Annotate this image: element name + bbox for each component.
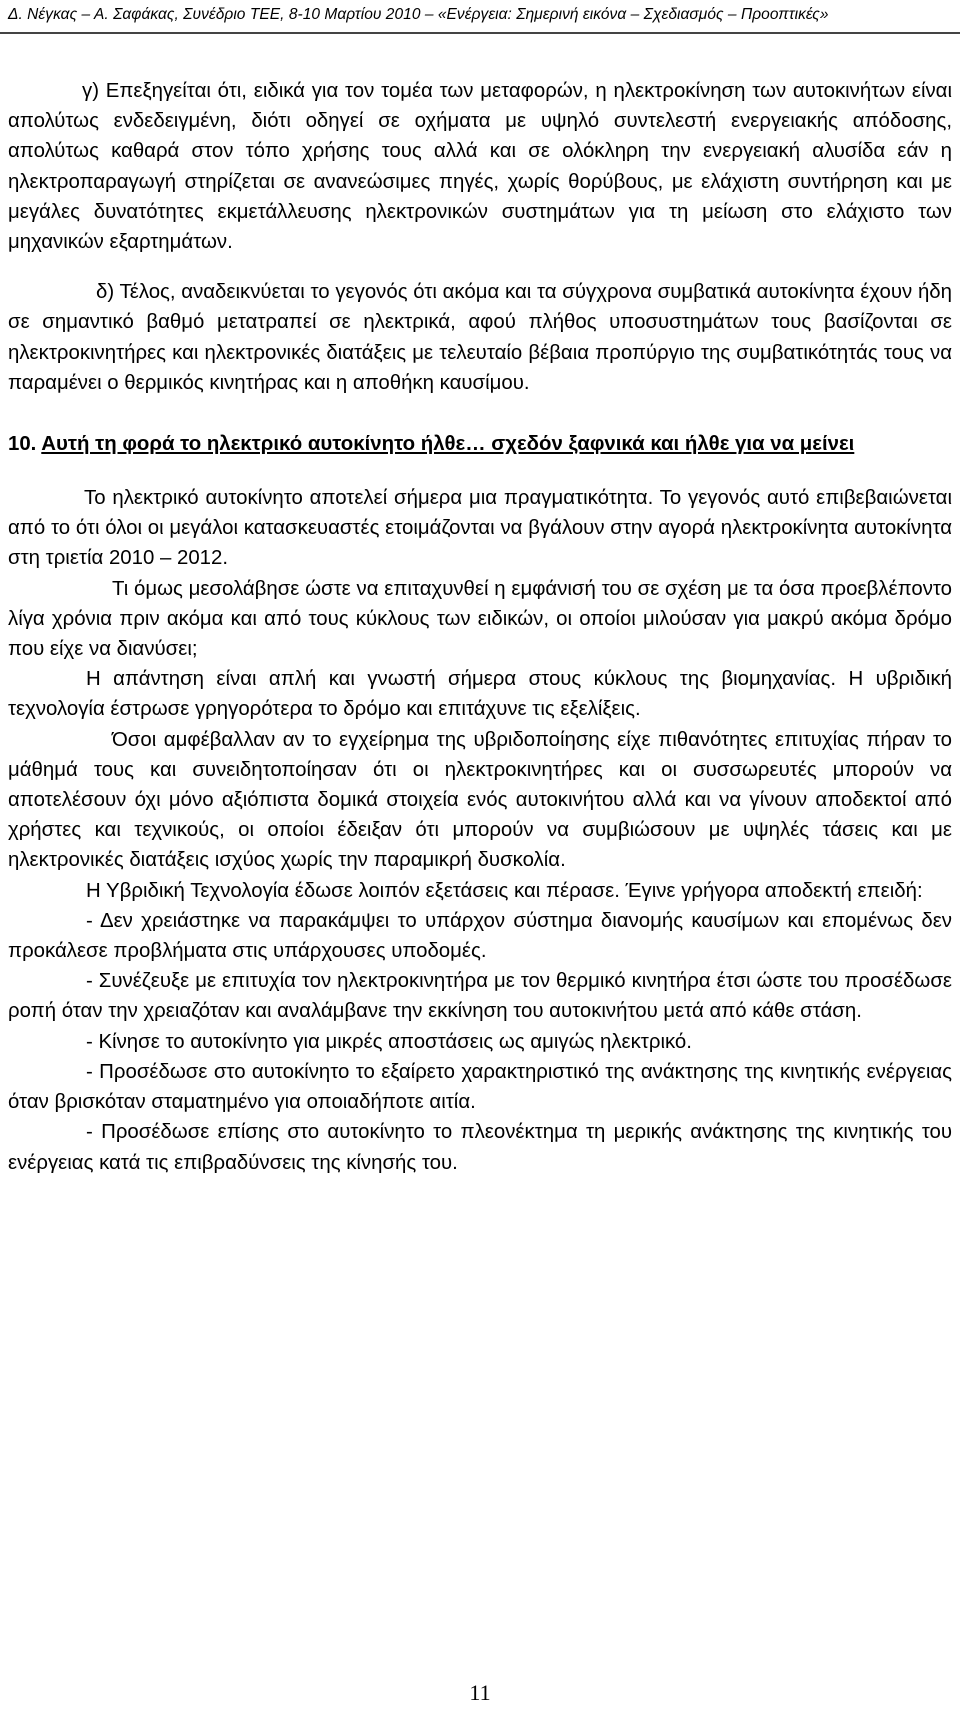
paragraph-2: Τι όμως μεσολάβησε ώστε να επιταχυνθεί η εμφάνισή του σε σχέση με τα όσα προεβλέποντο λίγα χρόνια πριν ακόμα και από τους κύκλους των ειδικών, οι οποίοι μιλούσαν για μακρύ ακόμα δρόμο που είχε να διανύσει;	[8, 577, 952, 661]
running-header	[0, 0, 960, 34]
bullet-item-3: - Κίνησε το αυτοκίνητο για μικρές αποστάσεις ως αμιγώς ηλεκτρικό.	[86, 1030, 692, 1053]
paragraph-d: δ) Τέλος, αναδεικνύεται το γεγονός ότι ακόμα και τα σύγχρονα συμβατικά αυτοκίνητα έχουν ήδη σε σημαντικό βαθμό μετατραπεί σε ηλεκτρικά, αφού πλήθος υποσυστημάτων τους βασίζονται σε ηλεκτροκινητήρες και ηλεκτρονικές διατάξεις με τελευταίο βέβαια προπύργιο της συμβατικότητάς τους να παραμένει ο θερμικός κινητήρας και η αποθήκη καυσίμου.	[8, 281, 952, 394]
paragraph-1: Το ηλεκτρικό αυτοκίνητο αποτελεί σήμερα μια πραγματικότητα. Το γεγονός αυτό επιβεβαιώνεται από το ότι όλοι οι μεγάλοι κατασκευαστές ετοιμάζονται να βγάλουν στην αγορά ηλεκτροκίνητα αυτοκίνητα στη τριετία 2010 – 2012.	[8, 487, 952, 570]
paragraph-4: Όσοι αμφέβαλλαν αν το εγχείρημα της υβριδοποίησης είχε πιθανότητες επιτυχίας πήραν το μάθημά τους και συνειδητοποίησαν ότι οι ηλεκτροκινητήρες και οι συσσωρευτές μπορούν να αποτελέσουν όχι μόνο αξιόπιστα δομικά στοιχεία ενός αυτοκινήτου αλλά και να γίνουν αποδεκτοί από χρήστες και τεχνικούς, οι οποίοι έδειξαν ότι μπορούν να συμβιώσουν με υψηλές τάσεις και με ηλεκτρονικές διατάξεις ισχύος χωρίς την παραμικρή δυσκολία.	[8, 728, 952, 872]
section-title: Αυτή τη φορά το ηλεκτρικό αυτοκίνητο ήλθε… σχεδόν ξαφνικά και ήλθε για να μείνει	[41, 433, 855, 456]
paragraph-5: Η Υβριδική Τεχνολογία έδωσε λοιπόν εξετάσεις και πέρασε. Έγινε γρήγορα αποδεκτή επειδή:	[86, 879, 923, 902]
section-number: 10.	[8, 433, 37, 456]
bullet-item-5: - Προσέδωσε επίσης στο αυτοκίνητο το πλεονέκτημα τη μερικής ανάκτησης της κινητικής του ενέργειας κατά τις επιβραδύνσεις της κίνησής του.	[8, 1121, 952, 1174]
bullet-item-4: - Προσέδωσε στο αυτοκίνητο το εξαίρετο χαρακτηριστικό της ανάκτησης της κινητικής ενέργειας όταν βρισκόταν σταματημένο για οποιαδήποτε αιτία.	[8, 1060, 952, 1114]
section-heading	[8, 428, 952, 461]
page-number: 11	[469, 1680, 491, 1705]
bullet-item-2: - Συνέζευξε με επιτυχία τον ηλεκτροκινητήρα με τον θερμικό κινητήρα έτσι ώστε του προσέδωσε ροπή όταν την χρειαζόταν και αναλάμβανε την εκκίνηση του αυτοκινήτου μετά από κάθε στάση.	[8, 970, 952, 1023]
paragraph-3: Η απάντηση είναι απλή και γνωστή σήμερα στους κύκλους της βιομηχανίας. Η υβριδική τεχνολογία έστρωσε γρηγορότερα το δρόμο και επιτάχυνε τις εξελίξεις.	[8, 668, 952, 721]
bullet-item-1: - Δεν χρειάστηκε να παρακάμψει το υπάρχον σύστημα διανομής καυσίμων και επομένως δεν προκάλεσε προβλήματα στις υπάρχουσες υποδομές.	[8, 909, 952, 963]
running-header-text: Δ. Νέγκας – Α. Σαφάκας, Συνέδριο ΤΕΕ, 8-10 Μαρτίου 2010 – «Ενέργεια: Σημερινή εικόνα – Σχεδιασμός – Προοπτικές»	[8, 6, 829, 23]
paragraph-g: γ) Επεξηγείται ότι, ειδικά για τον τομέα των μεταφορών, η ηλεκτροκίνηση των αυτοκινήτων είναι απολύτως ενδεδειγμένη, διότι οδηγεί σε οχήματα με υψηλό συντελεστή ενεργειακής απόδοσης, απολύτως καθαρά στον τόπο χρήσης τους αλλά και σε ολόκληρη την ενεργειακή αλυσίδα εάν η ηλεκτροπαραγωγή στηρίζεται σε ανανεώσιμες πηγές, χωρίς θορύβους, με ελάχιστη συντήρηση και με μεγάλες δυνατότητες εκμετάλλευσης ηλεκτρονικών συστημάτων για τη μείωση στο ελάχιστο των μηχανικών εξαρτημάτων.	[8, 80, 952, 254]
document-body	[8, 76, 952, 1178]
